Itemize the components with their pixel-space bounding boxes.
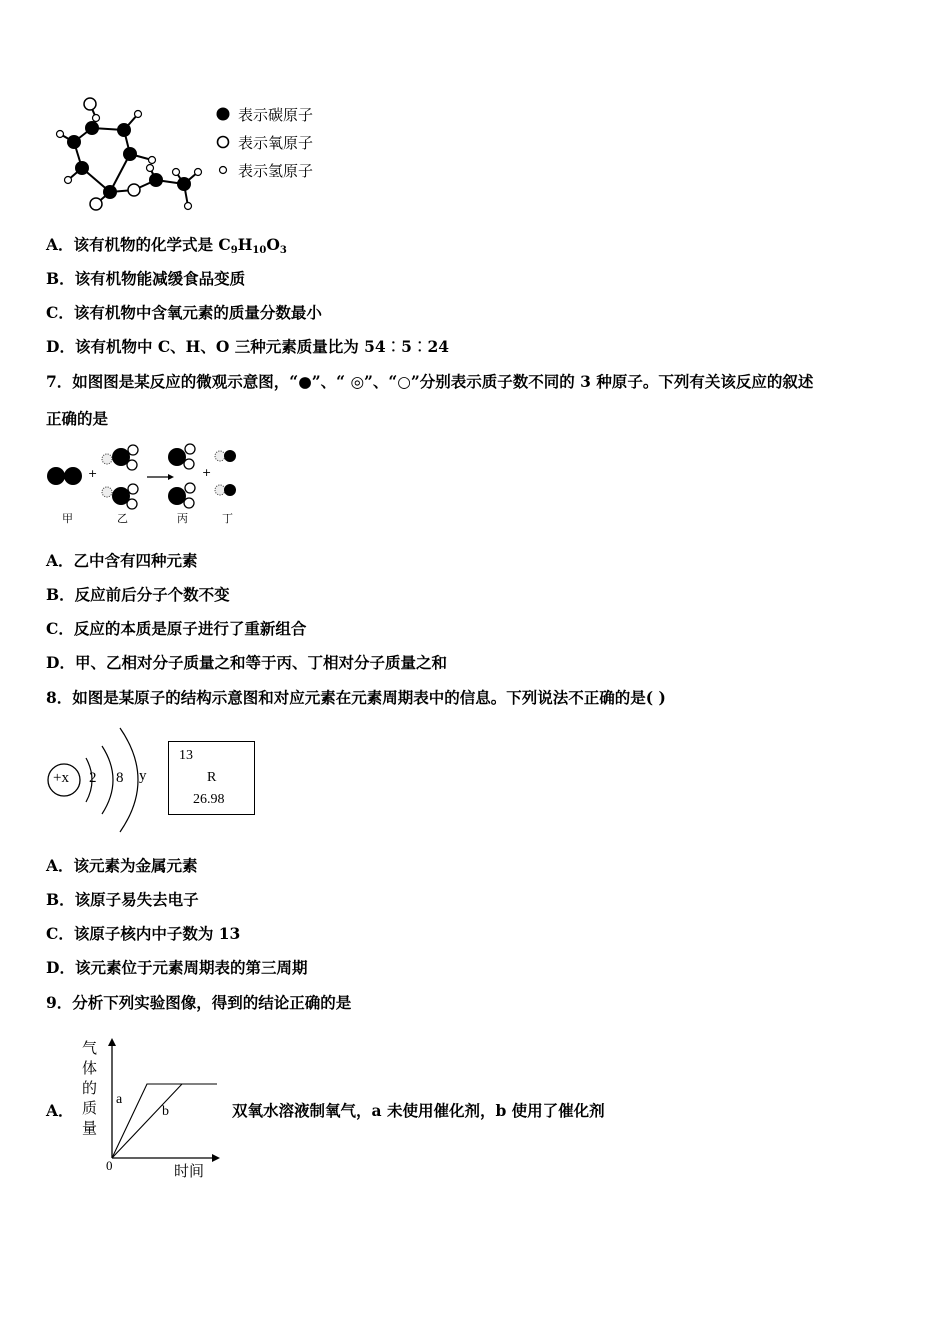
q7-option-c: C．反应的本质是原子进行了重新组合 — [46, 619, 307, 638]
option-a-formula: A．该有机物的化学式是 $C_9H_{10}O_3$ — [46, 235, 287, 256]
periodic-element-box — [168, 741, 255, 815]
series-line-b — [112, 1084, 217, 1158]
series-line-a — [112, 1084, 217, 1158]
q7-option-d: D．甲、乙相对分子质量之和等于丙、丁相对分子质量之和 — [46, 653, 447, 672]
q8-stem: 8．如图是某原子的结构示意图和对应元素在元素周期表中的信息。下列说法不正确的是( ) — [46, 688, 666, 707]
nucleus-charge: +x — [53, 770, 69, 786]
atomic-mass: 26.98 — [193, 792, 225, 807]
label-bing: 丙 — [177, 512, 188, 525]
q8-option-a: A．该元素为金属元素 — [46, 856, 198, 875]
q9-option-a-text: 双氧水溶液制氧气，a 未使用催化剂，b 使用了催化剂 — [232, 1101, 605, 1120]
plus-sign-1: + — [88, 467, 98, 480]
label-yi: 乙 — [117, 512, 128, 525]
chart-xlabel: 时间 — [174, 1162, 205, 1180]
q8-option-c: C．该原子核内中子数为 13 — [46, 924, 241, 943]
option-c: C．该有机物中含氧元素的质量分数最小 — [46, 303, 322, 322]
chart-series-b-label: b — [162, 1104, 169, 1119]
atomic-number: 13 — [179, 748, 193, 763]
shell-3: y — [139, 768, 147, 784]
legend-symbols — [214, 104, 234, 184]
label-ding: 丁 — [222, 512, 233, 525]
legend-hydrogen: 表示氢原子 — [238, 162, 314, 180]
q7-stem-line2: 正确的是 — [46, 409, 109, 428]
label-jia: 甲 — [62, 512, 73, 525]
molecule-structure-diagram — [40, 96, 210, 220]
q8-option-b: B．该原子易失去电子 — [46, 890, 199, 909]
q9-option-a-label: A． — [46, 1101, 74, 1120]
chart-origin: 0 — [106, 1158, 113, 1173]
q8-option-d: D．该元素位于元素周期表的第三周期 — [46, 958, 308, 977]
shell-1: 2 — [89, 770, 97, 786]
legend-oxygen: 表示氧原子 — [238, 134, 314, 152]
q9-stem: 9．分析下列实验图像，得到的结论正确的是 — [46, 993, 352, 1012]
element-symbol: R — [207, 770, 217, 785]
shell-2: 8 — [116, 770, 124, 786]
legend-carbon: 表示碳原子 — [238, 106, 314, 124]
q7-option-a: A．乙中含有四种元素 — [46, 551, 198, 570]
q7-stem-line1: 7．如图图是某反应的微观示意图，“●”、“ ◎”、“○”分别表示质子数不同的 3 种原子。下列有关该反应的叙述 — [46, 372, 814, 391]
plus-sign-2: + — [202, 466, 212, 479]
q7-option-b: B．反应前后分子个数不变 — [46, 585, 230, 604]
option-b: B．该有机物能减缓食品变质 — [46, 269, 246, 288]
option-d: D．该有机物中 C、H、O 三种元素质量比为 54︰5︰24 — [46, 337, 450, 356]
chart-series-a-label: a — [116, 1092, 123, 1107]
chart-ylabel: 气体的质量 — [82, 1039, 98, 1137]
